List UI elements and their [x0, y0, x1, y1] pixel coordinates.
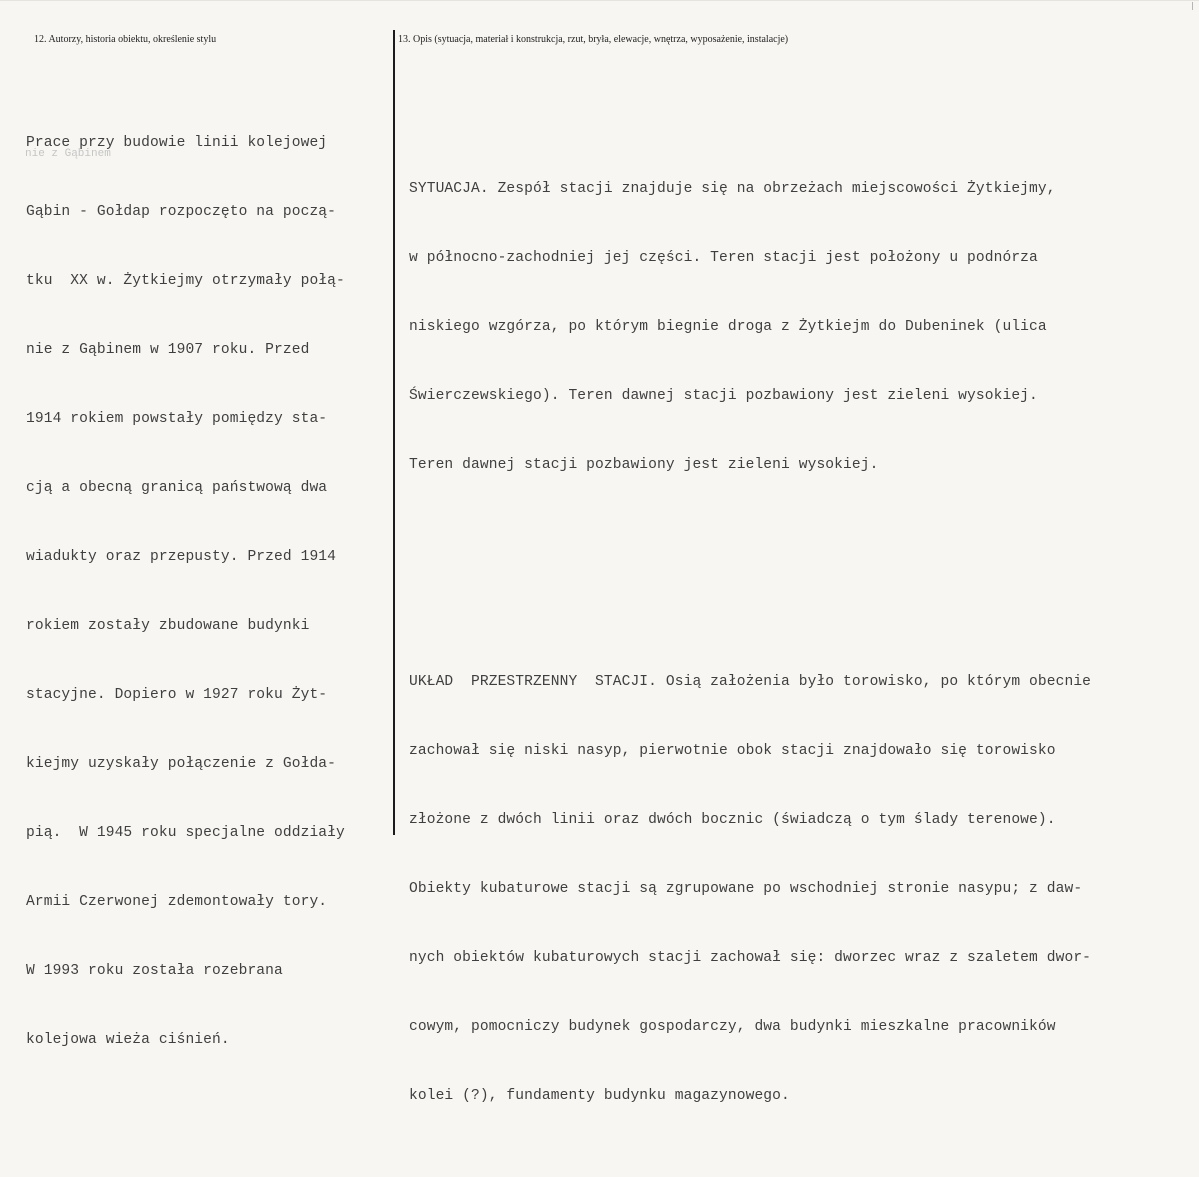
history-line: Armii Czerwonej zdemontowały tory. [26, 894, 328, 910]
spatial-layout-paragraph [409, 625, 1091, 1154]
description-text [409, 86, 1091, 1177]
description-line: zachował się niski nasyp, pierwotnie obok stacji znajdowało się torowisko [409, 743, 1056, 759]
section-12-header: 12. Autorzy, historia obiektu, określenie stylu [34, 34, 217, 45]
description-line: UKŁAD PRZESTRZENNY STACJI. Osią założenia było torowisko, po którym obecnie [409, 674, 1092, 690]
history-line: wiadukty oraz przepusty. Przed 1914 [26, 549, 337, 565]
top-edge [0, 0, 1199, 1]
description-line: cowym, pomocniczy budynek gospodarczy, dwa budynki mieszkalne pracowników [409, 1019, 1056, 1035]
history-line: kolejowa wieża ciśnień. [26, 1032, 230, 1048]
description-line: niskiego wzgórza, po którym biegnie droga z Żytkiejm do Dubeninek (ulica [409, 319, 1047, 335]
column-divider [393, 30, 395, 835]
description-line: Obiekty kubaturowe stacji są zgrupowane po wschodniej stronie nasypu; z daw- [409, 881, 1083, 897]
description-line: SYTUACJA. Zespół stacji znajduje się na obrzeżach miejscowości Żytkiejmy, [409, 181, 1056, 197]
history-line: tku XX w. Żytkiejmy otrzymały połą- [26, 273, 345, 289]
description-line: nych obiektów kubaturowych stacji zachował się: dworzec wraz z szaletem dwor- [409, 950, 1092, 966]
history-line: kiejmy uzyskały połączenie z Gołda- [26, 756, 337, 772]
faint-overwritten-text: nie z Gąbinem [25, 148, 111, 160]
description-line: Teren dawnej stacji pozbawiony jest zieleni wysokiej. [409, 457, 879, 473]
history-text [26, 86, 345, 1075]
history-line: cją a obecną granicą państwową dwa [26, 480, 328, 496]
history-line: nie z Gąbinem w 1907 roku. Przed [26, 342, 310, 358]
description-line: Świerczewskiego). Teren dawnej stacji pozbawiony jest zieleni wysokiej. [409, 388, 1038, 404]
description-line: kolei (?), fundamenty budynku magazynowego. [409, 1088, 790, 1104]
corner-mark [1192, 2, 1193, 10]
history-line: Prace przy budowie linii kolejowej [26, 135, 328, 151]
section-13-header: 13. Opis (sytuacja, materiał i konstrukcja, rzut, bryła, elewacje, wnętrza, wyposażenie, instalacje) [398, 34, 789, 45]
history-line: rokiem zostały zbudowane budynki [26, 618, 310, 634]
history-line: 1914 rokiem powstały pomiędzy sta- [26, 411, 328, 427]
description-line: w północno-zachodniej jej części. Teren stacji jest położony u podnórza [409, 250, 1038, 266]
history-line: W 1993 roku została rozebrana [26, 963, 283, 979]
description-line: złożone z dwóch linii oraz dwóch bocznic (świadczą o tym ślady terenowe). [409, 812, 1056, 828]
situation-paragraph [409, 132, 1091, 523]
history-line: Gąbin - Gołdap rozpoczęto na począ- [26, 204, 337, 220]
history-line: stacyjne. Dopiero w 1927 roku Żyt- [26, 687, 328, 703]
history-line: pią. W 1945 roku specjalne oddziały [26, 825, 345, 841]
